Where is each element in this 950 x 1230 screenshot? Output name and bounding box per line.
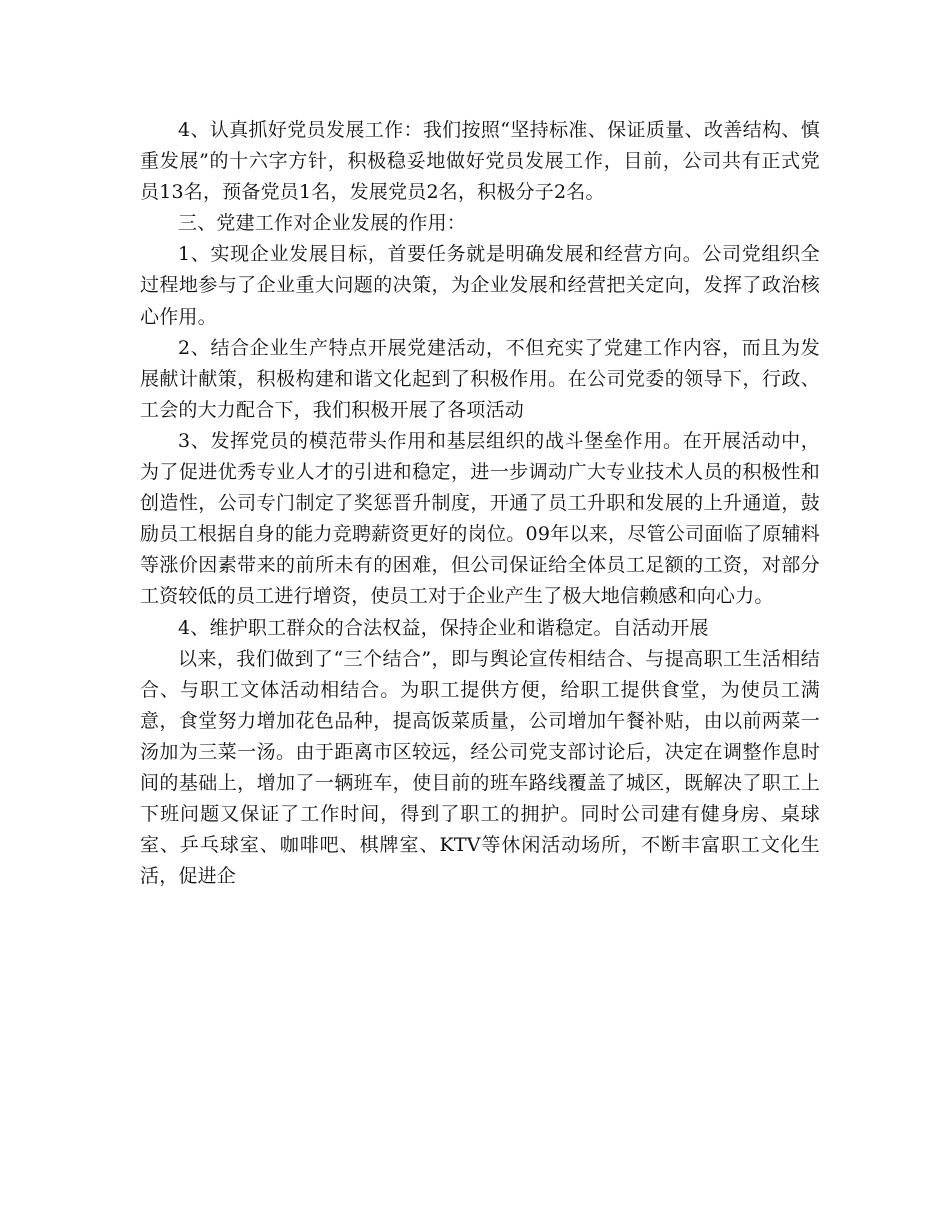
paragraph-party-member-development: 4、认真抓好党员发展工作：我们按照“坚持标准、保证质量、改善结构、慎重发展”的十六字方针，积极稳妥地做好党员发展工作，目前，公司共有正式党员13名，预备党员1名，发展党员2名，积极分子2名。 xyxy=(140,119,820,204)
paragraph-party-activities: 2、结合企业生产特点开展党建活动，不但充实了党建工作内容，而且为发展献计献策，积极构建和谐文化起到了积极作用。在公司党委的领导下，行政、工会的大力配合下，我们积极开展了各项活动 xyxy=(140,336,820,421)
section-heading-party-building-role: 三、党建工作对企业发展的作用： xyxy=(178,212,467,235)
document-body xyxy=(140,115,820,892)
paragraph-worker-rights: 4、维护职工群众的合法权益，保持企业和谐稳定。自活动开展 xyxy=(178,616,709,639)
paragraph-exemplary-role: 3、发挥党员的模范带头作用和基层组织的战斗堡垒作用。在开展活动中，为了促进优秀专业人才的引进和稳定，进一步调动广大专业技术人员的积极性和创造性，公司专门制定了奖惩晋升制度，开通了员工升职和发展的上升通道，鼓励员工根据自身的能力竞聘薪资更好的岗位。09年以来，尽管公司面临了原辅料等涨价因素带来的前所未有的困难，但公司保证给全体员工足额的工资，对部分工资较低的员工进行增资，使员工对于企业产生了极大地信赖感和向心力。 xyxy=(140,429,820,608)
paragraph-three-combinations: 以来，我们做到了“三个结合”，即与舆论宣传相结合、与提高职工生活相结合、与职工文体活动相结合。为职工提供方便，给职工提供食堂，为使员工满意，食堂努力增加花色品种，提高饭菜质量，公司增加午餐补贴，由以前两菜一汤加为三菜一汤。由于距离市区较远，经公司党支部讨论后，决定在调整作息时间的基础上，增加了一辆班车，使目前的班车路线覆盖了城区，既解决了职工上下班问题又保证了工作时间，得到了职工的拥护。同时公司建有健身房、桌球室、乒乓球室、咖啡吧、棋牌室、KTV等休闲活动场所，不断丰富职工文化生活，促进企 xyxy=(140,647,820,888)
paragraph-development-goals: 1、实现企业发展目标，首要任务就是明确发展和经营方向。公司党组织全过程地参与了企业重大问题的决策，为企业发展和经营把关定向，发挥了政治核心作用。 xyxy=(140,243,820,328)
